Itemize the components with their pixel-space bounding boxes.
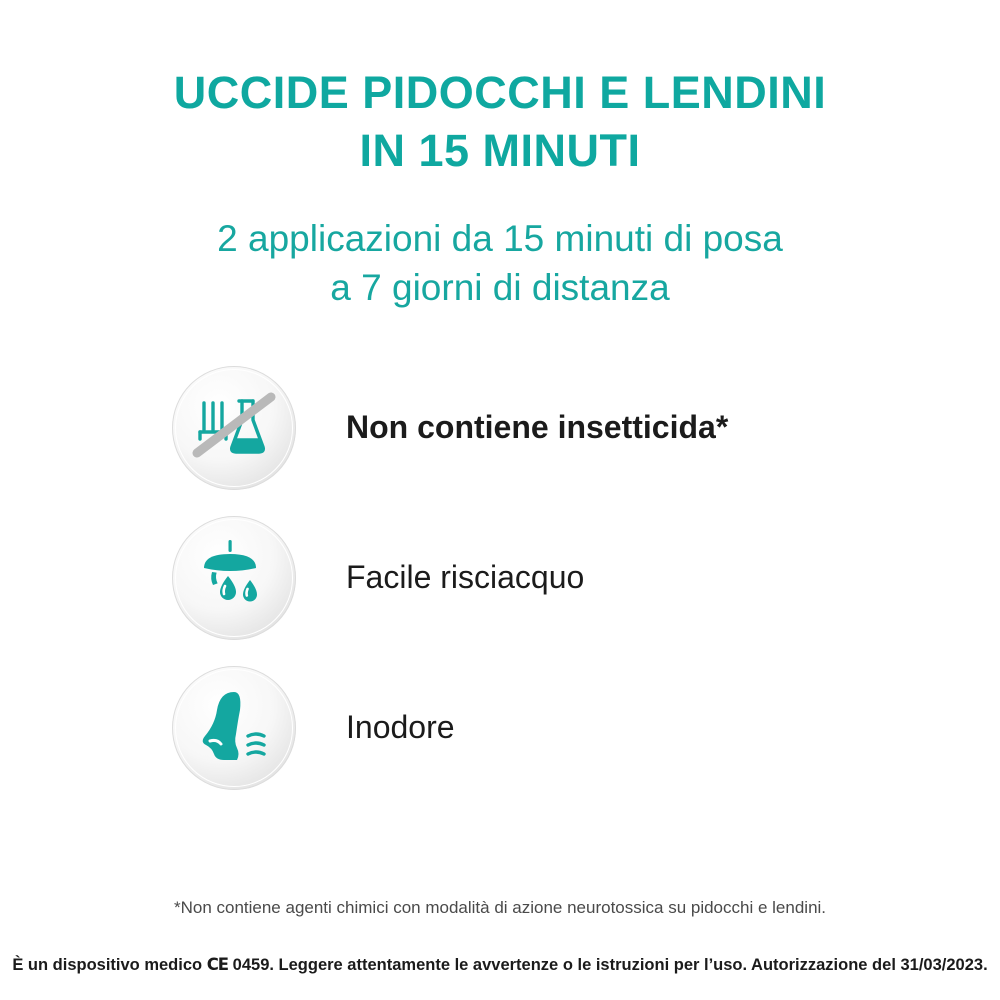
page-title <box>0 0 1000 179</box>
legal-text-after: 0459. Leggere attentamente le avvertenze o le istruzioni per l’uso. Autorizzazione del 31/03/2023. <box>228 956 988 974</box>
footnote-text: *Non contiene agenti chimici con modalità di azione neurotossica su pidocchi e lendini. <box>173 898 827 917</box>
headline-line-2: IN 15 MINUTI <box>359 124 641 176</box>
list-item <box>172 653 1000 803</box>
no-insecticide-flask-icon <box>172 366 296 490</box>
headline-line-1: UCCIDE PIDOCCHI E LENDINI <box>173 67 827 118</box>
legal-disclaimer <box>0 955 1000 975</box>
ce-mark-icon: CE <box>206 955 229 974</box>
list-item <box>172 503 1000 653</box>
subtitle-line-1: 2 applicazioni da 15 minuti di posa <box>217 218 783 260</box>
list-item-label: Non contiene insetticida* <box>346 409 729 446</box>
subtitle-line-2: a 7 giorni di distanza <box>330 267 670 309</box>
list-item <box>172 353 1000 503</box>
list-item-label: Inodore <box>346 709 455 746</box>
feature-list <box>0 353 1000 803</box>
list-item-label: Facile risciacquo <box>346 559 585 596</box>
legal-text-before: È un dispositivo medico <box>12 956 207 974</box>
easy-rinse-water-drops-icon <box>172 516 296 640</box>
subtitle <box>0 179 1000 313</box>
odourless-nose-icon <box>172 666 296 790</box>
